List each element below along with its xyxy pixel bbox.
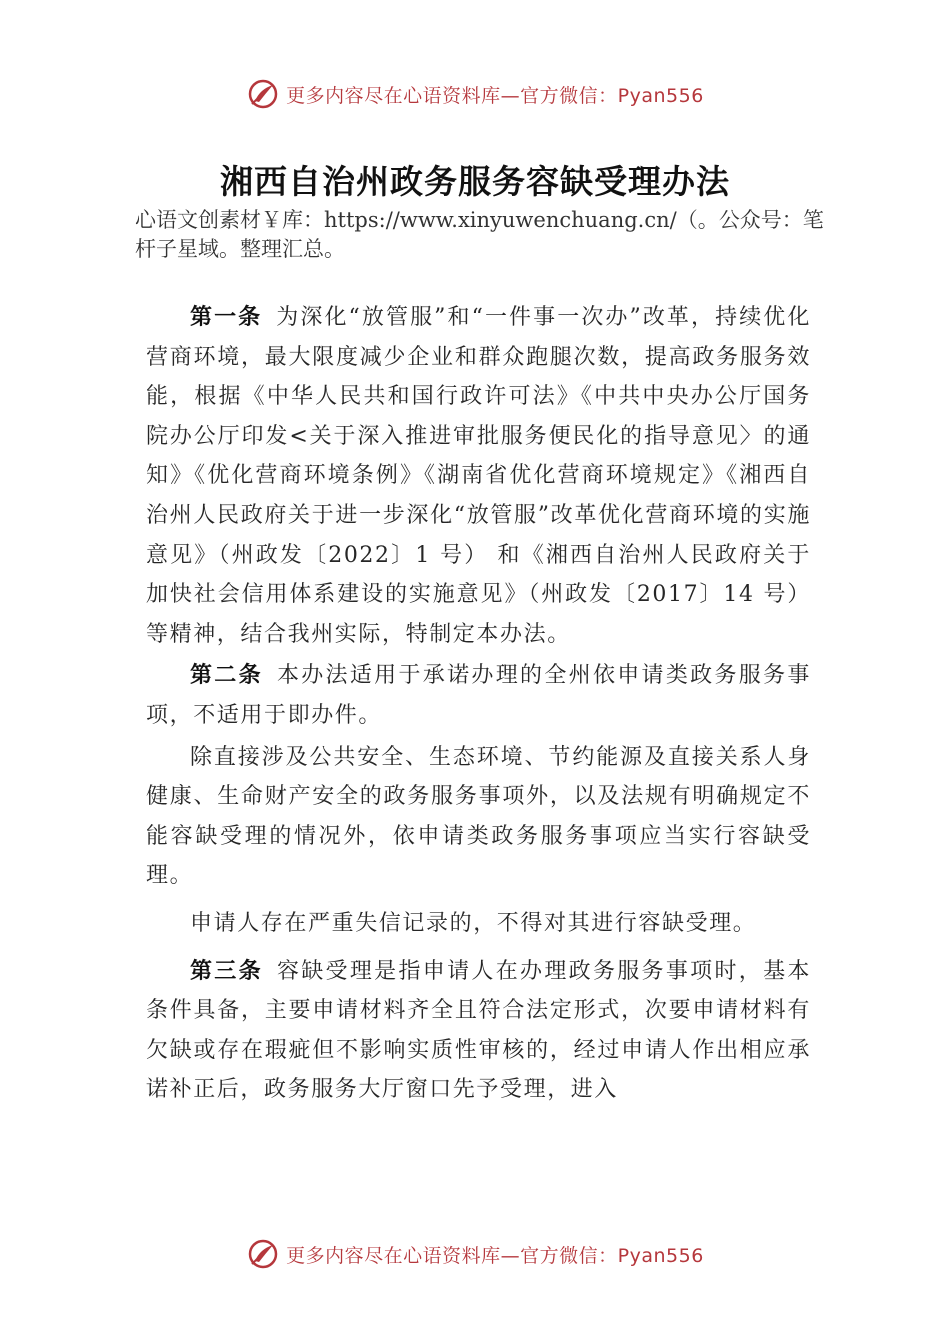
watermark-banner-top <box>0 74 950 114</box>
watermark-banner-bottom <box>0 1234 950 1274</box>
article-text: 容缺受理是指申请人在办理政务服务事项时，基本条件具备，主要申请材料齐全且符合法定形式，次要申请材料有欠缺或存在瑕疵但不影响实质性审核的，经过申请人作出相应承诺补正后，政务服务大厅窗口先予受理，进入 <box>146 958 812 1103</box>
watermark-text: 更多内容尽在心语资料库—官方微信：Pyan556 <box>286 84 704 107</box>
brush-logo-icon <box>246 77 280 111</box>
article-text: 为深化“放管服”和“一件事一次办”改革，持续优化营商环境，最大限度减少企业和群众跑腿次数，提高政务服务效能，根据《中华人民共和国行政许可法》《中共中央办公厅国务院办公厅印发<关于深入推进审批服务便民化的指导意见〉的通知》《优化营商环境条例》《湖南省优化营商环境规定》《湘西自治州人民政府关于进一步深化“放管服”改革优化营商环境的实施意见》（州政发〔2022〕1 号） 和《湘西自治州人民政府关于加快社会信用体系建设的实施意见》（州政发〔2017〕14 号）等精神，结合我州实际，特制定本办法。 <box>146 305 811 647</box>
paragraph-text: 除直接涉及公共安全、生态环境、节约能源及直接关系人身健康、生命财产安全的政务服务事项外，以及法规有明确规定不能容缺受理的情况外，依申请类政务服务事项应当实行容缺受理。 <box>146 744 811 889</box>
paragraph <box>146 904 811 944</box>
brush-logo-icon <box>246 1237 280 1271</box>
paragraph-text: 申请人存在严重失信记录的，不得对其进行容缺受理。 <box>190 910 757 936</box>
article-paragraph <box>146 952 811 1110</box>
paragraph <box>146 738 811 896</box>
watermark-text: 更多内容尽在心语资料库—官方微信：Pyan556 <box>286 1244 704 1267</box>
article-label: 第一条 <box>190 305 263 330</box>
article-label: 第三条 <box>190 958 263 984</box>
article-paragraph <box>146 656 811 735</box>
source-note: 心语文创素材￥库：https://www.xinyuwenchuang.cn/（。公众号：笔杆子星域。整理汇总。 <box>135 208 824 261</box>
document-body <box>146 298 811 1112</box>
article-label: 第二条 <box>190 663 263 689</box>
article-text: 本办法适用于承诺办理的全州依申请类政务服务事项，不适用于即办件。 <box>146 663 812 728</box>
document-title: 湘西自治州政务服务容缺受理办法 <box>220 162 730 201</box>
article-paragraph <box>146 298 811 654</box>
